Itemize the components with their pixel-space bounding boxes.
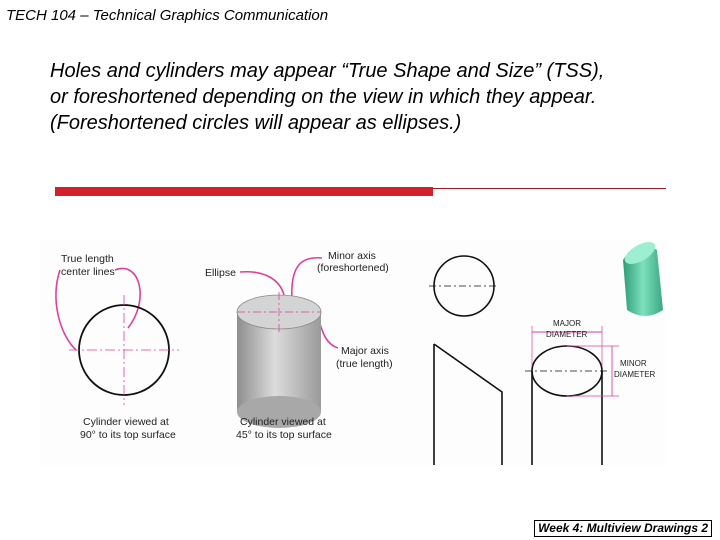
- cylinder-views-figure: [40, 240, 427, 465]
- leader-true-length-horizontal: [115, 268, 140, 328]
- body-line-3: (Foreshortened circles will appear as ellipses.): [50, 112, 462, 134]
- caption-90-line-1: Cylinder viewed at: [83, 416, 169, 428]
- leader-ellipse: [240, 272, 284, 295]
- label-true-length-1: True length: [61, 253, 114, 265]
- label-minor-axis-2: (foreshortened): [317, 262, 389, 274]
- label-major-diameter-2: DIAMETER: [546, 330, 588, 339]
- divider-red-bar: [55, 187, 433, 196]
- label-minor-axis-1: Minor axis: [328, 250, 376, 262]
- caption-90-line-2: 90° to its top surface: [80, 429, 176, 441]
- header-title: TECH 104 – Technical Graphics Communication: [6, 7, 329, 24]
- label-major-axis-2: (true length): [336, 358, 393, 370]
- body-line-1: Holes and cylinders may appear “True Shape and Size” (TSS),: [50, 60, 605, 82]
- label-minor-diameter-2: DIAMETER: [614, 370, 656, 379]
- divider-thin-line: [433, 188, 666, 189]
- cylinder-views-drawing: [40, 240, 427, 465]
- body-text: [50, 58, 700, 136]
- label-major-axis-1: Major axis: [341, 345, 389, 357]
- label-true-length-2: center lines: [61, 266, 115, 278]
- multiview-cylinder-figure: [427, 240, 665, 465]
- label-major-diameter-1: MAJOR: [553, 319, 581, 328]
- caption-45-line-1: Cylinder viewed at: [240, 416, 326, 428]
- footer-label: Week 4: Multiview Drawings 2: [534, 520, 712, 537]
- caption-45-line-2: 45° to its top surface: [236, 429, 332, 441]
- leader-true-length-vertical: [56, 270, 76, 350]
- front-view-cut-cylinder: [434, 344, 502, 465]
- label-ellipse: Ellipse: [205, 267, 236, 279]
- multiview-cylinder-drawing: [427, 240, 665, 465]
- label-minor-diameter-1: MINOR: [620, 359, 647, 368]
- body-line-2: or foreshortened depending on the view in which they appear.: [50, 86, 597, 108]
